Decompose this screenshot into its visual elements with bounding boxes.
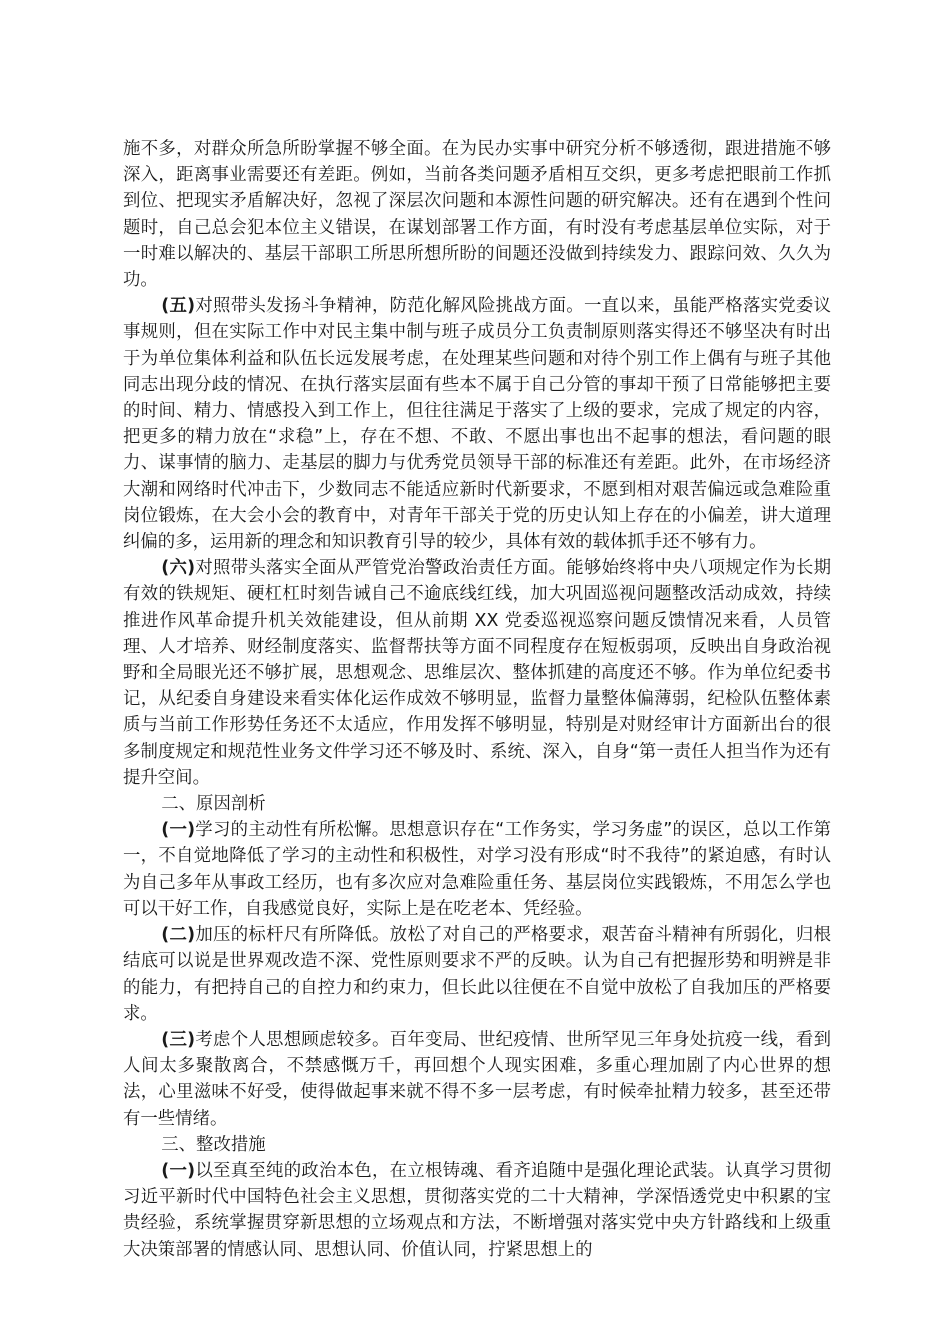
heading-text: 二、原因剖析: [161, 794, 266, 815]
paragraph-continuation: [123, 136, 831, 293]
item-label: (五): [161, 296, 196, 317]
paragraph-item-6: [123, 555, 831, 791]
section-heading-rectification: [123, 1132, 831, 1158]
paragraph-text: 对照带头发扬斗争精神，防范化解风险挑战方面。一直以来，虽能严格落实党委议事规则，但在实际工作中对民主集中制与班子成员分工负责制原则落实得还不够坚决有时出于为单位集体利益和队伍长远发展考虑，在处理某些问题和对待个别工作上偶有与班子其他同志出现分歧的情况、在执行落实层面有些本不属于自己分管的事却干预了日常能够把主要的时间、精力、情感投入到工作上，但往往满足于落实了上级的要求，完成了规定的内容，把更多的精力放在“求稳”上，存在不想、不敢、不愿出事也出不起事的想法，看问题的眼力、谋事情的脑力、走基层的脚力与优秀党员领导干部的标准还有差距。此外，在市场经济大潮和网络时代冲击下，少数同志不能适应新时代新要求，不愿到相对艰苦偏远或急难险重岗位锻炼，在大会小会的教育中，对青年干部关于党的历史认知上存在的小偏差，讲大道理纠偏的多，运用新的理念和知识教育引导的较少，具体有效的载体抓手还不够有力。: [123, 296, 831, 553]
item-label: (二): [161, 925, 196, 946]
paragraph-text: 学习的主动性有所松懈。思想意识存在“工作务实，学习务虚”的误区，总以工作第一，不自觉地降低了学习的主动性和积极性，对学习没有形成“时不我待”的紧迫感，有时认为自己多年从事政工经历，也有多次应对急难险重任务、基层岗位实践锻炼，不用怎么学也可以干好工作，自我感觉良好，实际上是在吃老本、凭经验。: [123, 820, 831, 919]
paragraph-text: 对照带头落实全面从严管党治警政治责任方面。能够始终将中央八项规定作为长期有效的铁规矩、硬杠杠时刻告诫自己不逾底线红线，加大巩固巡视问题整改活动成效，持续推进作风革命提升机关效能建设，但从前期 XX 党委巡视巡察问题反馈情况来看，人员管理、人才培养、财经制度落实、监督帮扶等方面不同程度存在短板弱项，反映出自身政治视野和全局眼光还不够扩展，思想观念、思维层次、整体抓建的高度还不够。作为单位纪委书记，从纪委自身建设来看实体化运作成效不够明显，监督力量整体偏薄弱，纪检队伍整体素质与当前工作形势任务还不太适应，作用发挥不够明显，特别是对财经审计方面新出台的很多制度规定和规范性业务文件学习还不够及时、系统、深入，自身“第一责任人担当作为还有提升空间。: [123, 558, 831, 788]
document-page: [123, 136, 831, 1263]
section-heading-cause-analysis: [123, 791, 831, 817]
paragraph-text: 以至真至纯的政治本色，在立根铸魂、看齐追随中是强化理论武装。认真学习贯彻习近平新时代中国特色社会主义思想，贯彻落实党的二十大精神，学深悟透党史中积累的宝贵经验，系统掌握贯穿新思想的立场观点和方法，不断增强对落实党中央方针路线和上级重大决策部署的情感认同、思想认同、价值认同，拧紧思想上的: [123, 1160, 831, 1260]
item-label: (六): [161, 558, 196, 579]
paragraph-cause-2: [123, 922, 831, 1027]
item-label: (一): [161, 1160, 196, 1181]
paragraph-item-5: [123, 293, 831, 555]
paragraph-cause-3: [123, 1027, 831, 1132]
paragraph-text: 施不多，对群众所急所盼掌握不够全面。在为民办实事中研究分析不够透彻，跟进措施不够深入，距离事业需要还有差距。例如，当前各类问题矛盾相互交织，更多考虑把眼前工作抓到位、把现实矛盾解决好，忽视了深层次问题和本源性问题的研究解决。还有在遇到个性问题时，自己总会犯本位主义错误，在谋划部署工作方面，有时没有考虑基层单位实际，对于一时难以解决的、基层干部职工所思所想所盼的间题还没做到持续发力、跟踪问效、久久为功。: [123, 139, 831, 291]
paragraph-text: 加压的标杆尺有所降低。放松了对自己的严格要求，艰苦奋斗精神有所弱化，归根结底可以说是世界观改造不深、党性原则要求不严的反映。认为自己有把握形势和明辨是非的能力，有把持自己的自控力和约束力，但长此以往便在不自觉中放松了自我加压的严格要求。: [123, 925, 831, 1024]
paragraph-cause-1: [123, 817, 831, 922]
item-label: (一): [161, 820, 196, 841]
item-label: (三): [161, 1029, 196, 1050]
paragraph-text: 考虑个人思想顾虑较多。百年变局、世纪疫情、世所罕见三年身处抗疫一线，看到人间太多聚散离合，不禁感慨万千，再回想个人现实困难，多重心理加剧了内心世界的想法，心里滋味不好受，使得做起事来就不得不多一层考虑，有时候牵扯精力较多，甚至还带有一些情绪。: [123, 1029, 831, 1129]
heading-text: 三、整改措施: [161, 1134, 266, 1155]
paragraph-measure-1: [123, 1158, 831, 1263]
